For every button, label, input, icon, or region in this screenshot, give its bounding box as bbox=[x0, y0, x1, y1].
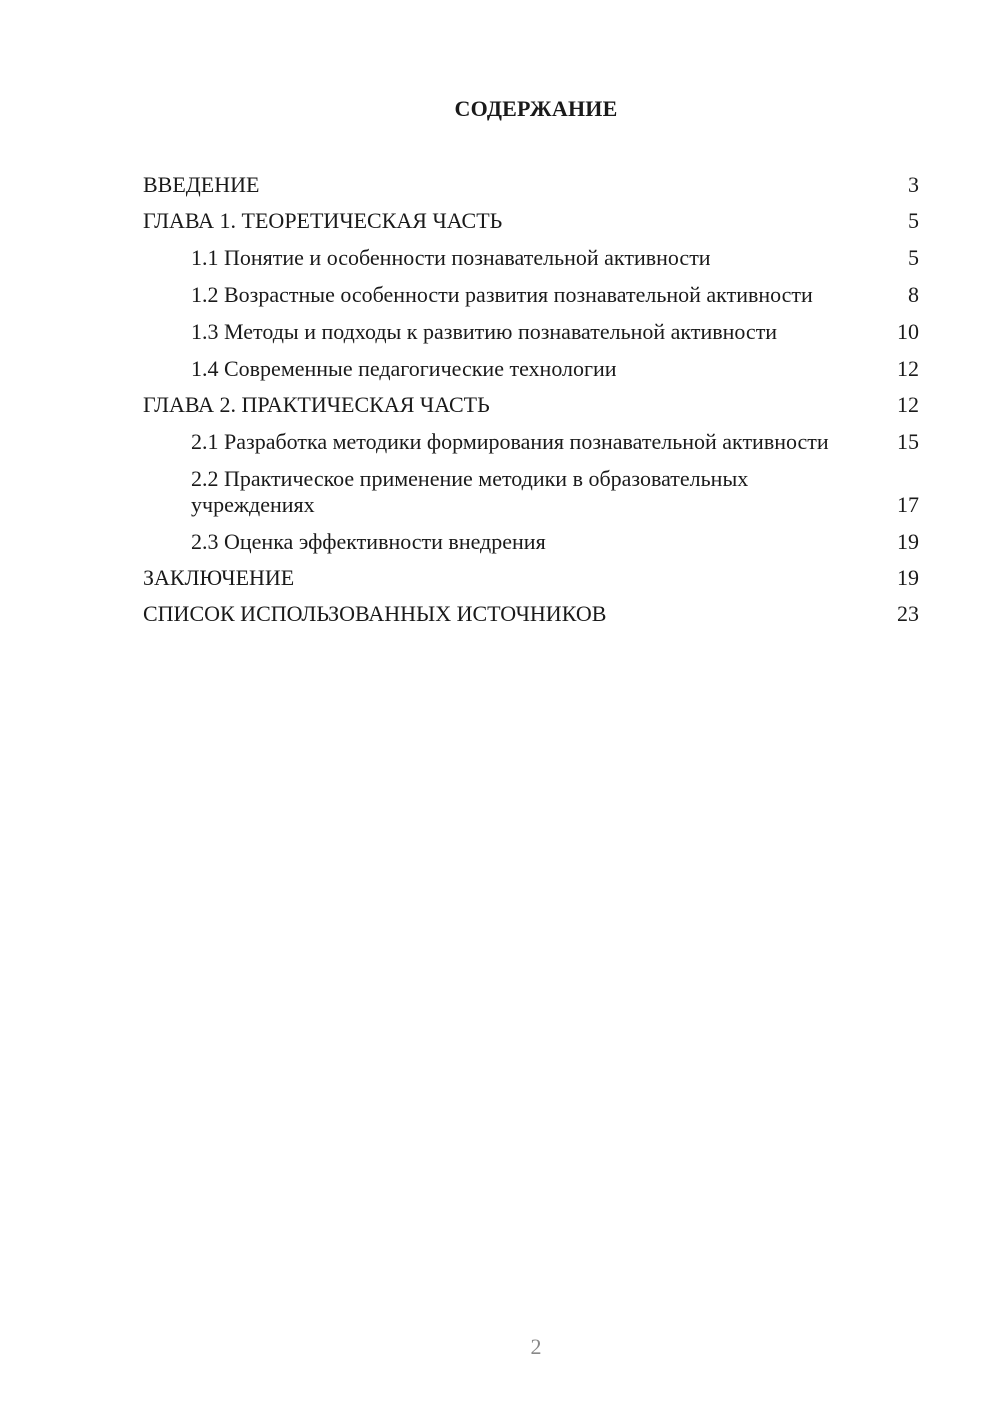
toc-entry-title: СПИСОК ИСПОЛЬЗОВАННЫХ ИСТОЧНИКОВ bbox=[143, 601, 607, 626]
page-number: 2 bbox=[530, 1334, 542, 1359]
toc-entry-title: 1.4 Современные педагогические технологии bbox=[191, 356, 617, 381]
toc-entry-title: 1.1 Понятие и особенности познавательной активности bbox=[191, 245, 711, 270]
toc-entry-section-2-3[interactable] bbox=[143, 529, 919, 555]
toc-entry-conclusion[interactable] bbox=[143, 565, 919, 591]
toc-entry-page: 12 bbox=[897, 392, 919, 417]
toc-entry-page: 12 bbox=[897, 356, 919, 381]
toc-entry-page: 19 bbox=[897, 565, 919, 590]
toc-entry-introduction[interactable] bbox=[143, 172, 919, 198]
toc-entry-title: ВВЕДЕНИЕ bbox=[143, 172, 260, 197]
toc-entry-chapter-2[interactable] bbox=[143, 392, 919, 418]
toc-entry-title: ГЛАВА 2. ПРАКТИЧЕСКАЯ ЧАСТЬ bbox=[143, 392, 490, 417]
toc-entry-title: 1.3 Методы и подходы к развитию познавательной активности bbox=[191, 319, 778, 344]
toc-entry-title: ЗАКЛЮЧЕНИЕ bbox=[143, 565, 295, 590]
toc-entry-page: 5 bbox=[908, 208, 919, 233]
toc-entry-title: 2.3 Оценка эффективности внедрения bbox=[191, 529, 546, 554]
toc-entry-page: 3 bbox=[908, 172, 919, 197]
toc-entry-page: 8 bbox=[908, 282, 919, 307]
toc-entry-section-1-2[interactable] bbox=[143, 282, 919, 308]
toc-entry-section-2-1[interactable] bbox=[143, 429, 919, 455]
toc-entry-page: 17 bbox=[897, 492, 919, 517]
toc-entry-title: 2.1 Разработка методики формирования познавательной активности bbox=[191, 429, 829, 454]
toc-entry-title: 2.2 Практическое применение методики в образовательных учреждениях bbox=[191, 466, 749, 517]
toc-entry-references[interactable] bbox=[143, 601, 919, 627]
toc-entry-section-2-2[interactable] bbox=[143, 466, 919, 518]
toc-entry-section-1-1[interactable] bbox=[143, 245, 919, 271]
table-of-contents bbox=[143, 168, 919, 627]
toc-entry-title: 1.2 Возрастные особенности развития познавательной активности bbox=[191, 282, 813, 307]
toc-entry-page: 15 bbox=[897, 429, 919, 454]
toc-entry-page: 19 bbox=[897, 529, 919, 554]
toc-entry-page: 10 bbox=[897, 319, 919, 344]
toc-entry-section-1-3[interactable] bbox=[143, 319, 919, 345]
toc-entry-title: ГЛАВА 1. ТЕОРЕТИЧЕСКАЯ ЧАСТЬ bbox=[143, 208, 503, 233]
toc-entry-page: 5 bbox=[908, 245, 919, 270]
toc-entry-page: 23 bbox=[897, 601, 919, 626]
toc-entry-section-1-4[interactable] bbox=[143, 356, 919, 382]
toc-entry-chapter-1[interactable] bbox=[143, 208, 919, 234]
page-title: СОДЕРЖАНИЕ bbox=[454, 96, 618, 121]
